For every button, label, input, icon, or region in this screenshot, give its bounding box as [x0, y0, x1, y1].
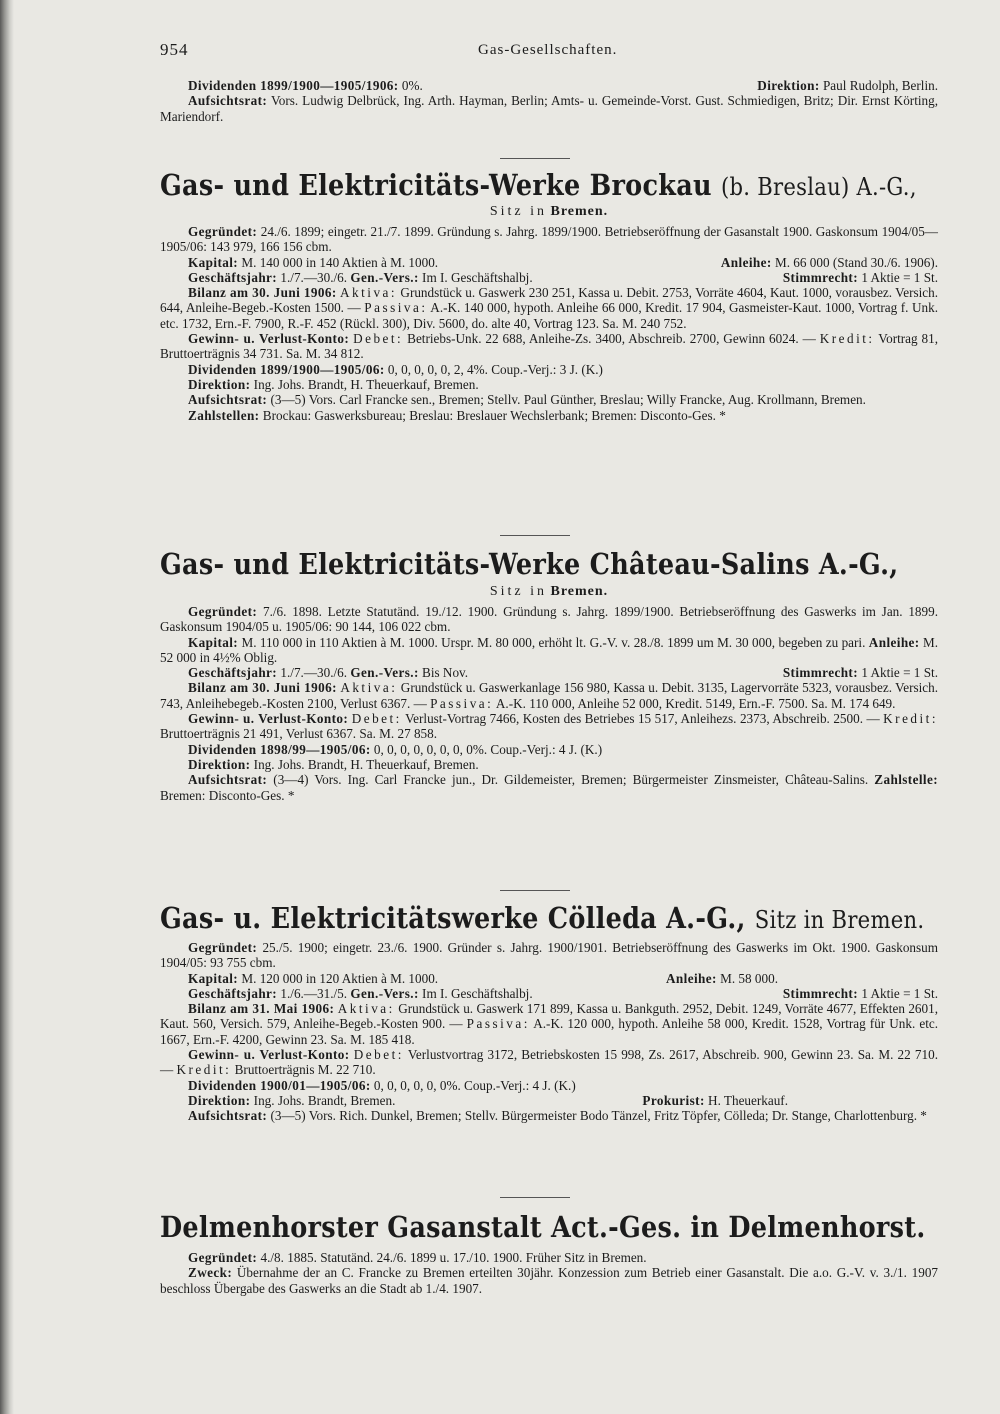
brockau-aufsichtsrat-value: (3—5) Vors. Carl Francke sen., Bremen; Stellv. Paul Günther, Breslau; Willy Francke, Aug. Krollmann, Bremen.	[270, 392, 866, 408]
brockau-guv	[160, 331, 938, 362]
brockau-aktiva-value: Grundstück u. Gaswerk 230 251, Kassa u. Debit. 2753, Vorräte 4604, Kaut. 1000, vorausbez. Versich. 644, Anleihe-Begeb.-Kosten 1500. —	[160, 285, 939, 316]
brockau-stimmrecht-value: 1 Aktie = 1 St.	[861, 269, 938, 285]
chateau-genvers-label: Gen.-Vers.:	[350, 665, 419, 681]
brockau-bilanz	[160, 285, 938, 331]
brockau-anleihe-label: Anleihe:	[720, 254, 772, 270]
coelleda-prokurist-value: H. Theuerkauf.	[708, 1092, 788, 1108]
coelleda-bilanz	[160, 1001, 938, 1047]
chateau-gegruendet-label: Gegründet:	[188, 604, 258, 619]
section-divider	[500, 1197, 570, 1198]
chateau-direktion-value: Ing. Johs. Brandt, H. Theuerkauf, Bremen.	[253, 756, 479, 772]
coelleda-gegruendet-value: 25./5. 1900; eingetr. 23./6. 1900. Gründer s. Jahrg. 1900/1901. Betriebseröffnung des Gaswerks im Okt. 1900. Gaskonsum 1904/05: 93 755 cbm.	[160, 940, 938, 971]
brockau-guv-label: Gewinn- u. Verlust-Konto:	[188, 331, 350, 347]
coelleda-anleihe-label: Anleihe:	[665, 970, 717, 986]
brockau-title-suffix: (b. Breslau) A.-G.,	[720, 173, 917, 201]
brockau-gegruendet-value: 24./6. 1899; eingetr. 21./7. 1899. Gründung s. Jahrg. 1899/1900. Betriebseröffnung der Gasanstalt 1900. Gaskonsum 1904/05—1905/06: 143 979, 166 156 cbm.	[160, 224, 938, 255]
chateau-stimmrecht-label: Stimmrecht:	[782, 665, 859, 681]
delmenhorst-gegruendet-label: Gegründet:	[188, 1250, 258, 1265]
brockau-zahlstellen	[160, 408, 938, 423]
coelleda-prokurist-label: Prokurist:	[642, 1092, 705, 1108]
intro-aufsichtsrat-value: Vors. Ludwig Delbrück, Ing. Arth. Hayman, Berlin; Amts- u. Gemeinde-Vorst. Gust. Schmiedigen, Britz; Dir. Ernst Körting, Mariendorf.	[160, 93, 939, 124]
chateau-kredit-value: Bruttoerträgnis 21 491, Verlust 6367. Sa. M. 27 858.	[160, 726, 438, 742]
brockau-dividenden-value: 0, 0, 0, 0, 0, 2, 4%. Coup.-Verj.: 3 J. (K.)	[387, 361, 603, 377]
coelleda-aktiva-label: Aktiva:	[337, 1001, 395, 1017]
chateau-genvers-value: Bis Nov.	[422, 665, 469, 681]
coelleda-direktion	[160, 1093, 938, 1108]
coelleda-aufsichtsrat-value: (3—5) Vors. Rich. Dunkel, Bremen; Stellv. Bürgermeister Bodo Tänzel, Fritz Töpfer, Cölleda; Dr. Stange, Charlottenburg. *	[270, 1108, 927, 1124]
coelleda-dividenden	[160, 1078, 938, 1093]
chateau-dividenden	[160, 742, 938, 757]
brockau-gegruendet	[160, 224, 938, 255]
coelleda-geschaeftsjahr-label: Geschäftsjahr:	[188, 985, 278, 1001]
coelleda-title-suffix: Sitz in Bremen.	[754, 906, 925, 934]
coelleda-anleihe-value: M. 58 000.	[720, 970, 778, 986]
chateau-kapital-label: Kapital:	[188, 634, 239, 650]
chateau-aufsichtsrat	[160, 772, 938, 803]
chateau-direktion-label: Direktion:	[188, 756, 251, 772]
brockau-dividenden-label: Dividenden 1899/1900—1905/06:	[188, 361, 385, 377]
brockau-geschaeftsjahr	[160, 270, 938, 285]
brockau-genvers-label: Gen.-Vers.:	[350, 269, 419, 285]
section-divider	[500, 535, 570, 536]
chateau-geschaeftsjahr-label: Geschäftsjahr:	[188, 665, 278, 681]
coelleda-aufsichtsrat-label: Aufsichtsrat:	[188, 1108, 268, 1124]
chateau-title: Gas- und Elektricitäts-Werke Château-Salins A.-G.,	[160, 547, 899, 581]
coelleda-genvers-value: Im I. Geschäftshalbj.	[422, 985, 533, 1001]
running-head: Gas-Gesellschaften.	[478, 42, 618, 58]
chateau-sitz-place: Bremen.	[550, 584, 609, 599]
coelleda-gegruendet	[160, 940, 938, 971]
chateau-aufsichtsrat-label: Aufsichtsrat:	[188, 772, 268, 788]
brockau-kredit-value: Vortrag 81, Bruttoerträgnis 34 731. Sa. M. 34 812.	[160, 331, 939, 362]
chateau-gegruendet	[160, 604, 938, 635]
coelleda-stimmrecht-value: 1 Aktie = 1 St.	[861, 985, 938, 1001]
brockau-anleihe-value: M. 66 000 (Stand 30./6. 1906).	[774, 254, 938, 270]
brockau-aufsichtsrat-label: Aufsichtsrat:	[188, 392, 268, 408]
intro-direktion-value: Paul Rudolph, Berlin.	[822, 78, 938, 93]
chateau-sitz	[160, 584, 938, 600]
brockau-direktion-value: Ing. Johs. Brandt, H. Theuerkauf, Bremen.	[253, 376, 479, 392]
section-divider	[500, 890, 570, 891]
delmenhorst-gegruendet	[160, 1250, 938, 1265]
intro-dividenden-value: 0%.	[401, 78, 423, 93]
chateau-geschaeftsjahr	[160, 665, 938, 680]
brockau-geschaeftsjahr-value: 1./7.—30./6.	[280, 269, 348, 285]
chateau-anleihe-label: Anleihe:	[868, 634, 920, 650]
chateau-gegruendet-value: 7./6. 1898. Letzte Statutänd. 19./12. 1900. Gründung s. Jahrg. 1899/1900. Betriebseröffnung des Gaswerks im Jan. 1899. Gaskonsum 1904/05 u. 1905/06: 90 144, 106 022 cbm.	[160, 604, 938, 635]
coelleda-direktion-label: Direktion:	[188, 1092, 251, 1108]
chateau-dividenden-label: Dividenden 1898/99—1905/06:	[188, 741, 371, 757]
brockau-geschaeftsjahr-label: Geschäftsjahr:	[188, 269, 278, 285]
delmenhorst-gegruendet-value: 4./8. 1885. Statutänd. 24./6. 1899 u. 17./10. 1900. Früher Sitz in Bremen.	[260, 1250, 647, 1265]
chateau-zahlstelle-label: Zahlstelle:	[874, 772, 939, 788]
brockau-passiva-value: A.-K. 140 000, hypoth. Anleihe 66 000, Kredit. 17 904, Gasmeister-Kaut. 1000, Vortrag f. Unk. etc. 1732, Ern.-F. 7900, R.-F. 452 (Rückl. 300), Div. 5600, do. alte 40, Vortrag 123. Sa. M. 240 752.	[160, 300, 938, 331]
chateau-stimmrecht-value: 1 Aktie = 1 St.	[861, 665, 938, 681]
coelleda-geschaeftsjahr	[160, 986, 938, 1001]
brockau-entry	[160, 224, 938, 423]
delmenhorst-zweck-value: Übernahme der an C. Francke zu Bremen erteilten 30jähr. Konzession zum Betrieb einer Gasanstalt. Die a.o. G.-V. v. 3./1. 1907 beschloss Übergabe des Gaswerks an die Stadt ab 1./4. 1907.	[160, 1265, 939, 1296]
delmenhorst-entry	[160, 1250, 938, 1296]
page-number: 954	[160, 40, 189, 59]
brockau-direktion-label: Direktion:	[188, 376, 251, 392]
brockau-passiva-label: Passiva:	[364, 300, 428, 316]
section-divider	[500, 158, 570, 159]
coelleda-guv	[160, 1047, 938, 1078]
chateau-zahlstelle-value: Bremen: Disconto-Ges. *	[160, 787, 295, 803]
brockau-sitz-label: Sitz in	[489, 204, 547, 219]
chateau-passiva-value: A.-K. 110 000, Anleihe 52 000, Kredit. 5149, Ern.-F. 7500. Sa. M. 174 649.	[495, 695, 896, 711]
chateau-aktiva-label: Aktiva:	[340, 680, 398, 696]
brockau-gegruendet-label: Gegründet:	[188, 224, 258, 239]
delmenhorst-title: Delmenhorster Gasanstalt Act.-Ges. in Delmenhorst.	[160, 1210, 926, 1244]
intro-entry	[160, 78, 938, 124]
chateau-bilanz-label: Bilanz am 30. Juni 1906:	[188, 680, 337, 696]
brockau-debet-value: Betriebs-Unk. 22 688, Anleihe-Zs. 3400, Abschreib. 2700, Gewinn 6024. —	[407, 331, 816, 347]
coelleda-debet-value: Verlustvortrag 3172, Betriebskosten 15 998, Zs. 2617, Abschreib. 900, Gewinn 23. Sa. M. 22 710. —	[160, 1047, 938, 1078]
coelleda-kapital	[160, 971, 938, 986]
chateau-bilanz	[160, 680, 938, 711]
brockau-title	[160, 168, 917, 204]
chateau-guv-label: Gewinn- u. Verlust-Konto:	[188, 711, 349, 727]
coelleda-aktiva-value: Grundstück u. Gaswerk 171 899, Kassa u. Bankguth. 2952, Debit. 1249, Vorräte 4677, Effekten 2601, Kaut. 560, Versich. 579, Anleihe-Begeb.-Kosten 900. —	[160, 1001, 939, 1032]
coelleda-title	[160, 901, 925, 937]
chateau-dividenden-value: 0, 0, 0, 0, 0, 0, 0, 0%. Coup.-Verj.: 4 J. (K.)	[373, 741, 603, 757]
brockau-zahlstellen-label: Zahlstellen:	[188, 407, 260, 423]
delmenhorst-zweck-label: Zweck:	[188, 1265, 233, 1281]
brockau-kredit-label: Kredit:	[819, 331, 875, 347]
coelleda-kapital-label: Kapital:	[188, 970, 239, 986]
chateau-entry	[160, 604, 938, 803]
brockau-title-main: Gas- und Elektricitäts-Werke Brockau	[160, 168, 712, 202]
coelleda-title-main: Gas- u. Elektricitätswerke Cölleda A.-G.,	[160, 901, 746, 935]
chateau-aufsichtsrat-value: (3—4) Vors. Ing. Carl Francke jun., Dr. Gildemeister, Bremen; Bürgermeister Zinsmeister, Château-Salins.	[273, 772, 869, 788]
chateau-aktiva-value: Grundstück u. Gaswerkanlage 156 980, Kassa u. Debit. 3135, Lagervorräte 5323, vorausbez. Versich. 743, Anleihebegeb.-Kosten 2100, Verlust 6367. —	[160, 680, 939, 711]
brockau-kapital-label: Kapital:	[188, 254, 239, 270]
brockau-dividenden	[160, 362, 938, 377]
chateau-anleihe-value: M. 52 000 in 4½% Oblig.	[160, 634, 939, 665]
intro-aufsichtsrat-line	[160, 93, 938, 124]
brockau-debet-label: Debet:	[353, 331, 404, 347]
coelleda-passiva-label: Passiva:	[466, 1016, 530, 1032]
coelleda-entry	[160, 940, 938, 1124]
coelleda-kredit-label: Kredit:	[176, 1062, 232, 1078]
intro-direktion-label: Direktion:	[757, 78, 820, 93]
chateau-kapital-value: M. 110 000 in 110 Aktien à M. 1000. Urspr. M. 80 000, erhöht lt. G.-V. v. 28./8. 1899 um M. 30 000, begeben zu pari.	[241, 634, 866, 650]
intro-aufsichtsrat-label: Aufsichtsrat:	[188, 93, 268, 109]
page-gutter-shadow	[0, 0, 14, 1414]
intro-dividenden-line	[160, 78, 938, 93]
brockau-direktion	[160, 377, 938, 392]
coelleda-dividenden-label: Dividenden 1900/01—1905/06:	[188, 1077, 371, 1093]
brockau-kapital-value: M. 140 000 in 140 Aktien à M. 1000.	[241, 254, 439, 270]
chateau-sitz-label: Sitz in	[489, 584, 547, 599]
coelleda-guv-label: Gewinn- u. Verlust-Konto:	[188, 1047, 350, 1063]
coelleda-stimmrecht-label: Stimmrecht:	[782, 985, 859, 1001]
coelleda-debet-label: Debet:	[353, 1047, 404, 1063]
coelleda-kredit-value: Bruttoerträgnis M. 22 710.	[234, 1062, 376, 1078]
coelleda-dividenden-value: 0, 0, 0, 0, 0, 0%. Coup.-Verj.: 4 J. (K.)	[373, 1077, 576, 1093]
brockau-aufsichtsrat	[160, 392, 938, 407]
coelleda-bilanz-label: Bilanz am 31. Mai 1906:	[188, 1001, 335, 1017]
chateau-kredit-label: Kredit:	[883, 711, 939, 727]
brockau-sitz	[160, 204, 938, 220]
chateau-direktion	[160, 757, 938, 772]
brockau-kapital	[160, 255, 938, 270]
coelleda-direktion-value: Ing. Johs. Brandt, Bremen.	[253, 1092, 396, 1108]
brockau-sitz-place: Bremen.	[550, 204, 609, 219]
coelleda-geschaeftsjahr-value: 1./6.—31./5.	[280, 985, 348, 1001]
chateau-passiva-label: Passiva:	[430, 695, 494, 711]
chateau-kapital	[160, 635, 938, 666]
coelleda-kapital-value: M. 120 000 in 120 Aktien à M. 1000.	[241, 970, 439, 986]
brockau-aktiva-label: Aktiva:	[340, 285, 398, 301]
coelleda-genvers-label: Gen.-Vers.:	[350, 985, 419, 1001]
brockau-bilanz-label: Bilanz am 30. Juni 1906:	[188, 285, 337, 301]
coelleda-passiva-value: A.-K. 120 000, hypoth. Anleihe 58 000, Kredit. 1528, Vortrag für Unk. etc. 1667, Ern.-F. 4200, Gewinn 23. Sa. M. 185 418.	[160, 1016, 939, 1047]
chateau-debet-label: Debet:	[351, 711, 402, 727]
brockau-stimmrecht-label: Stimmrecht:	[782, 269, 859, 285]
coelleda-aufsichtsrat	[160, 1108, 938, 1123]
chateau-debet-value: Verlust-Vortrag 7466, Kosten des Betriebes 15 517, Anleihezs. 2373, Abschreib. 2500. —	[405, 711, 880, 727]
chateau-geschaeftsjahr-value: 1./7.—30./6.	[280, 665, 348, 681]
brockau-genvers-value: Im I. Geschäftshalbj.	[422, 269, 533, 285]
intro-dividenden-label: Dividenden 1899/1900—1905/1906:	[188, 78, 399, 93]
chateau-guv	[160, 711, 938, 742]
brockau-zahlstellen-value: Brockau: Gaswerksbureau; Breslau: Breslauer Wechslerbank; Bremen: Disconto-Ges. *	[262, 407, 726, 423]
coelleda-gegruendet-label: Gegründet:	[188, 940, 258, 955]
delmenhorst-zweck	[160, 1265, 938, 1296]
